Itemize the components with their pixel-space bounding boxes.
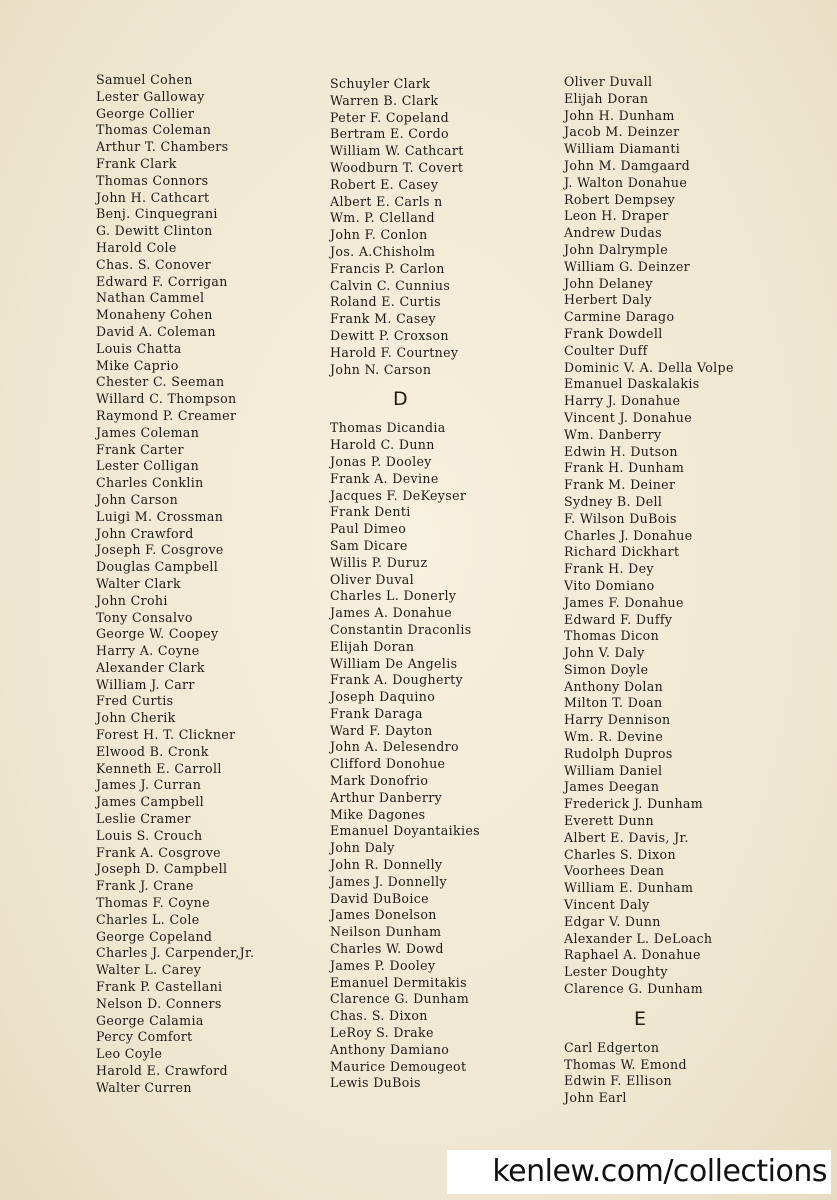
person-name: George Copeland xyxy=(96,928,213,944)
person-name: William Daniel xyxy=(564,762,663,778)
person-name: John Crohi xyxy=(96,592,168,608)
person-name: Coulter Duff xyxy=(564,342,648,358)
person-name: William G. Deinzer xyxy=(564,258,691,274)
person-name: Benj. Cinquegrani xyxy=(96,206,218,222)
person-name: Lester Doughty xyxy=(564,964,668,980)
person-name: Frank M. Casey xyxy=(330,311,436,327)
person-name: Frank A. Cosgrove xyxy=(96,844,221,860)
person-name: Charles J. Donahue xyxy=(564,527,693,543)
person-name: Leslie Cramer xyxy=(96,811,191,827)
section-letter-e: E xyxy=(634,1007,647,1030)
person-name: Chester C. Seeman xyxy=(96,374,225,390)
person-name: Sydney B. Dell xyxy=(564,493,663,509)
person-name: Simon Doyle xyxy=(564,661,649,677)
person-name: Neilson Dunham xyxy=(330,924,442,940)
person-name: Frank J. Crane xyxy=(96,878,194,894)
person-name: Everett Dunn xyxy=(564,813,654,829)
person-name: John H. Cathcart xyxy=(96,189,210,205)
person-name: F. Wilson DuBois xyxy=(564,510,677,526)
person-name: Frank Clark xyxy=(96,155,177,171)
person-name: Thomas Coleman xyxy=(96,122,212,138)
person-name: Edward F. Corrigan xyxy=(96,273,228,289)
person-name: Oliver Duvall xyxy=(564,74,653,89)
person-name: Thomas Dicandia xyxy=(330,420,446,436)
name-list xyxy=(330,420,555,1092)
name-column-2 xyxy=(330,72,555,1092)
name-list xyxy=(330,76,555,378)
person-name: Warren B. Clark xyxy=(330,92,439,108)
person-name: Anthony Damiano xyxy=(330,1041,450,1057)
person-name: Walter Curren xyxy=(96,1079,192,1095)
person-name: Frank Dowdell xyxy=(564,325,663,341)
person-name: James J. Donnelly xyxy=(330,873,447,889)
person-name: Frank M. Deiner xyxy=(564,477,676,493)
person-name: Arthur Danberry xyxy=(330,789,443,805)
person-name: Francis P. Carlon xyxy=(330,260,445,276)
person-name: Nathan Cammel xyxy=(96,290,205,306)
person-name: Willard C. Thompson xyxy=(96,391,237,407)
person-name: James A. Donahue xyxy=(330,605,453,621)
person-name: Harry Dennison xyxy=(564,712,671,728)
person-name: Frank Denti xyxy=(330,504,411,520)
person-name: John A. Delesendro xyxy=(330,739,459,755)
person-name: Elijah Doran xyxy=(564,90,649,106)
person-name: Anthony Dolan xyxy=(564,678,664,694)
name-list xyxy=(564,74,834,998)
person-name: James Deegan xyxy=(564,779,660,795)
person-name: Alexander L. DeLoach xyxy=(564,930,713,946)
person-name: John F. Conlon xyxy=(330,227,428,243)
person-name: Dewitt P. Croxson xyxy=(330,327,449,343)
name-column-1 xyxy=(96,72,311,1097)
person-name: Mike Dagones xyxy=(330,806,426,822)
person-name: Mark Donofrio xyxy=(330,773,429,789)
person-name: Thomas W. Emond xyxy=(564,1056,687,1072)
person-name: Clarence G. Dunham xyxy=(564,981,704,997)
person-name: Frank P. Castellani xyxy=(96,979,223,995)
person-name: John V. Daly xyxy=(564,645,645,661)
person-name: Jacob M. Deinzer xyxy=(564,124,680,140)
person-name: John N. Carson xyxy=(330,361,432,377)
person-name: Willis P. Duruz xyxy=(330,554,428,570)
person-name: Robert E. Casey xyxy=(330,176,439,192)
person-name: Schuyler Clark xyxy=(330,76,431,91)
person-name: Paul Dimeo xyxy=(330,521,407,537)
person-name: Peter F. Copeland xyxy=(330,109,450,125)
person-name: Charles S. Dixon xyxy=(564,846,676,862)
person-name: Kenneth E. Carroll xyxy=(96,760,222,776)
person-name: Charles W. Dowd xyxy=(330,941,444,957)
person-name: Harry A. Coyne xyxy=(96,643,200,659)
person-name: George W. Coopey xyxy=(96,626,219,642)
person-name: Woodburn T. Covert xyxy=(330,159,464,175)
person-name: Douglas Campbell xyxy=(96,559,219,575)
person-name: Emanuel Daskalakis xyxy=(564,376,700,392)
person-name: John H. Dunham xyxy=(564,107,675,123)
person-name: William E. Dunham xyxy=(564,880,694,896)
person-name: Lester Colligan xyxy=(96,458,200,474)
person-name: Elijah Doran xyxy=(330,638,415,654)
person-name: LeRoy S. Drake xyxy=(330,1025,434,1041)
person-name: Lewis DuBois xyxy=(330,1075,421,1091)
person-name: Vito Domiano xyxy=(564,577,655,593)
person-name: James P. Dooley xyxy=(330,957,436,973)
person-name: David DuBoice xyxy=(330,890,429,906)
person-name: Frank A. Devine xyxy=(330,470,439,486)
person-name: John Delaney xyxy=(564,275,653,291)
person-name: Leo Coyle xyxy=(96,1046,163,1062)
person-name: Jonas P. Dooley xyxy=(330,453,432,469)
person-name: Percy Comfort xyxy=(96,1029,193,1045)
person-name: Vincent Daly xyxy=(564,897,650,913)
person-name: Monaheny Cohen xyxy=(96,307,213,323)
person-name: Constantin Draconlis xyxy=(330,621,472,637)
person-name: Raphael A. Donahue xyxy=(564,947,701,963)
person-name: John Carson xyxy=(96,491,179,507)
person-name: Samuel Cohen xyxy=(96,72,193,87)
person-name: G. Dewitt Clinton xyxy=(96,223,213,239)
person-name: Mike Caprio xyxy=(96,357,179,373)
person-name: Edward F. Duffy xyxy=(564,611,673,627)
person-name: James Campbell xyxy=(96,794,205,810)
person-name: Herbert Daly xyxy=(564,292,653,308)
person-name: Robert Dempsey xyxy=(564,191,676,207)
person-name: John R. Donnelly xyxy=(330,857,443,873)
person-name: Thomas Connors xyxy=(96,172,209,188)
person-name: Clarence G. Dunham xyxy=(330,991,470,1007)
person-name: Oliver Duval xyxy=(330,571,415,587)
person-name: Clifford Donohue xyxy=(330,756,446,772)
name-list xyxy=(564,1040,834,1107)
person-name: John Dalrymple xyxy=(564,241,669,257)
person-name: Milton T. Doan xyxy=(564,695,663,711)
person-name: Frank Daraga xyxy=(330,705,423,721)
person-name: James F. Donahue xyxy=(564,594,684,610)
person-name: Rudolph Dupros xyxy=(564,745,673,761)
person-name: Ward F. Dayton xyxy=(330,722,433,738)
person-name: Thomas Dicon xyxy=(564,628,660,644)
person-name: Louis Chatta xyxy=(96,340,182,356)
person-name: James J. Curran xyxy=(96,777,202,793)
person-name: Maurice Demougeot xyxy=(330,1058,467,1074)
person-name: James Donelson xyxy=(330,907,437,923)
person-name: Bertram E. Cordo xyxy=(330,126,449,142)
section-letter-d: D xyxy=(393,388,408,411)
person-name: Chas. S. Dixon xyxy=(330,1008,428,1024)
person-name: Frank Carter xyxy=(96,441,184,457)
person-name: J. Walton Donahue xyxy=(564,174,688,190)
person-name: William J. Carr xyxy=(96,676,195,692)
person-name: Thomas F. Coyne xyxy=(96,895,210,911)
person-name: Joseph D. Campbell xyxy=(96,861,228,877)
person-name: Jos. A.Chisholm xyxy=(330,243,436,259)
person-name: Frederick J. Dunham xyxy=(564,796,704,812)
person-name: Charles Conklin xyxy=(96,475,204,491)
person-name: Emanuel Dermitakis xyxy=(330,974,467,990)
person-name: Harold F. Courtney xyxy=(330,344,459,360)
person-name: Walter L. Carey xyxy=(96,962,202,978)
person-name: John Cherik xyxy=(96,710,176,726)
person-name: Tony Consalvo xyxy=(96,609,193,625)
person-name: Joseph F. Cosgrove xyxy=(96,542,224,558)
person-name: Harold C. Dunn xyxy=(330,437,435,453)
person-name: Richard Dickhart xyxy=(564,544,680,560)
person-name: Lester Galloway xyxy=(96,88,205,104)
person-name: Alexander Clark xyxy=(96,659,205,675)
person-name: Charles L. Donerly xyxy=(330,588,457,604)
person-name: George Calamia xyxy=(96,1012,204,1028)
person-name: John M. Damgaard xyxy=(564,157,691,173)
person-name: Joseph Daquino xyxy=(330,689,436,705)
person-name: Andrew Dudas xyxy=(564,225,662,241)
person-name: Wm. P. Clelland xyxy=(330,210,435,226)
person-name: Sam Dicare xyxy=(330,537,408,553)
person-name: Dominic V. A. Della Volpe xyxy=(564,359,734,375)
person-name: Emanuel Doyantaikies xyxy=(330,823,480,839)
person-name: David A. Coleman xyxy=(96,323,216,339)
name-column-3 xyxy=(564,72,834,1107)
person-name: James Coleman xyxy=(96,424,200,440)
person-name: Albert E. Davis, Jr. xyxy=(564,829,689,845)
person-name: Chas. S. Conover xyxy=(96,256,212,272)
person-name: William De Angelis xyxy=(330,655,458,671)
person-name: Edwin F. Ellison xyxy=(564,1073,672,1089)
person-name: Fred Curtis xyxy=(96,693,174,709)
person-name: John Earl xyxy=(564,1090,627,1106)
person-name: John Daly xyxy=(330,840,395,856)
person-name: Charles J. Carpender,Jr. xyxy=(96,945,255,961)
person-name: Vincent J. Donahue xyxy=(564,409,693,425)
person-name: Carmine Darago xyxy=(564,309,675,325)
person-name: Harry J. Donahue xyxy=(564,393,681,409)
person-name: Frank A. Dougherty xyxy=(330,672,464,688)
person-name: Voorhees Dean xyxy=(564,863,665,879)
person-name: Arthur T. Chambers xyxy=(96,139,229,155)
person-name: Frank H. Dunham xyxy=(564,460,685,476)
person-name: Luigi M. Crossman xyxy=(96,508,224,524)
name-list xyxy=(96,72,311,1097)
person-name: William Diamanti xyxy=(564,141,681,157)
person-name: Harold E. Crawford xyxy=(96,1063,228,1079)
person-name: Wm. Danberry xyxy=(564,426,662,442)
person-name: Carl Edgerton xyxy=(564,1039,660,1055)
person-name: Wm. R. Devine xyxy=(564,729,664,745)
person-name: Charles L. Cole xyxy=(96,911,200,927)
person-name: Raymond P. Creamer xyxy=(96,407,237,423)
person-name: Roland E. Curtis xyxy=(330,294,441,310)
person-name: Calvin C. Cunnius xyxy=(330,277,451,293)
person-name: Elwood B. Cronk xyxy=(96,743,209,759)
person-name: John Crawford xyxy=(96,525,194,541)
person-name: Edgar V. Dunn xyxy=(564,913,661,929)
site-watermark: kenlew.com/collections xyxy=(447,1150,831,1194)
person-name: Nelson D. Conners xyxy=(96,995,222,1011)
person-name: William W. Cathcart xyxy=(330,143,464,159)
person-name: Louis S. Crouch xyxy=(96,827,203,843)
person-name: Frank H. Dey xyxy=(564,561,654,577)
person-name: Forest H. T. Clickner xyxy=(96,727,236,743)
person-name: Jacques F. DeKeyser xyxy=(330,487,467,503)
person-name: Walter Clark xyxy=(96,575,181,591)
person-name: Harold Cole xyxy=(96,239,177,255)
person-name: Albert E. Carls n xyxy=(330,193,443,209)
person-name: Leon H. Draper xyxy=(564,208,669,224)
person-name: George Collier xyxy=(96,105,195,121)
person-name: Edwin H. Dutson xyxy=(564,443,678,459)
